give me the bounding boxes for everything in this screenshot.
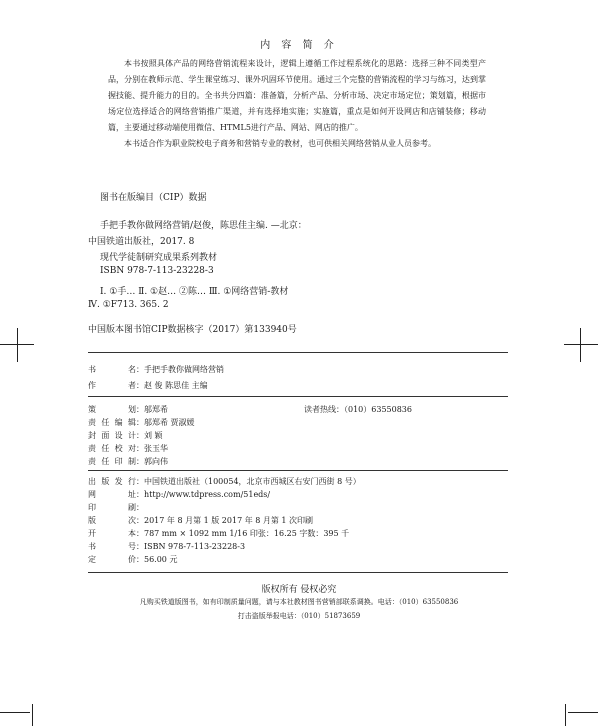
format-value: ：787 mm × 1092 mm 1/16 印张：16.25 字数：395 千 <box>136 529 350 538</box>
printer-row <box>88 502 144 513</box>
cip-line-6: Ⅳ. ①F713. 365. 2 <box>88 300 169 310</box>
planner-value: ：邬郑希 <box>136 405 168 414</box>
isbn-row <box>88 541 245 552</box>
proofreader-row <box>88 443 168 454</box>
publisher-row <box>88 476 361 487</box>
quality-notice: 凡购买铁道版图书，如有印制质量问题，请与本社教材图书营销部联系调换。电话：（010）63550836 <box>139 598 459 606</box>
proofreader-label: 责任校对 <box>88 444 136 453</box>
divider-2 <box>88 396 508 397</box>
cip-line-3: 现代学徒制研究成果系列教材 <box>100 253 218 263</box>
isbn-label: 书 号 <box>88 542 136 551</box>
cip-line-2: 中国铁道出版社，2017. 8 <box>88 237 195 247</box>
copyright-notice: 版权所有 侵权必究 <box>261 585 337 595</box>
crop-mark-right-v <box>580 328 581 362</box>
divider-3 <box>88 470 508 471</box>
planner-row <box>88 404 168 415</box>
summary-paragraph-2: 本书适合作为职业院校电子商务和营销专业的教材，也可供相关网络营销从业人员参考。 <box>124 139 436 148</box>
crop-mark-bottom-left-h <box>0 712 30 713</box>
divider-1 <box>88 352 508 353</box>
reader-hotline <box>304 404 412 415</box>
edition-label: 版 次 <box>88 516 136 525</box>
editor-value: ：邬郑希 贾淑媛 <box>136 418 195 427</box>
publisher-value: ：中国铁道出版社（100054，北京市西城区右安门西街 8 号） <box>136 477 361 486</box>
cip-line-5: Ⅰ. ①手… Ⅱ. ①赵… ②陈… Ⅲ. ①网络营销-教材 <box>100 287 289 297</box>
proofreader-value: ：张玉华 <box>136 444 168 453</box>
book-author-value: ：赵 俊 陈思佳 主编 <box>136 381 208 390</box>
print-supervisor-row <box>88 456 168 467</box>
edition-value: ：2017 年 8 月第 1 版 2017 年 8 月第 1 次印刷 <box>136 516 314 525</box>
crop-mark-bottom-left-v <box>32 704 33 726</box>
planner-label: 策 划 <box>88 405 136 414</box>
summary-body <box>108 56 486 152</box>
cip-line-7: 中国版本图书馆CIP数据核字（2017）第133940号 <box>88 325 297 335</box>
reader-hotline-value: （010）63550836 <box>344 405 412 414</box>
cover-design-value: ：刘 颖 <box>136 431 163 440</box>
book-author-row <box>88 380 208 391</box>
printer-label: 印 刷 <box>88 503 136 512</box>
printer-value: ： <box>136 503 144 512</box>
format-row <box>88 528 349 539</box>
website-label: 网 址 <box>88 490 136 499</box>
crop-mark-bottom-right-h <box>568 712 598 713</box>
cover-design-row <box>88 430 163 441</box>
crop-mark-left-v <box>17 328 18 362</box>
book-title-value: ：手把手教你做网络营销 <box>136 365 224 374</box>
format-label: 开 本 <box>88 529 136 538</box>
summary-paragraph-1: 本书按照具体产品的网络营销流程来设计，逻辑上遵循工作过程系统化的思路：选择三种不同类型产品，分别在教师示范、学生课堂练习、课外巩固环节使用。通过三个完整的营销流程的学习与练习，达到掌握技能、提升能力的目的。全书共分四篇：准备篇，分析产品、分析市场、决定市场定位；策划篇，根据市场定位选择适合的网络营销推广渠道，并有选择地实施；实施篇，重点是如何开设网店和店铺装修；移动篇，主要通过移动端使用微信、HTML5进行产品、网站、网店的推广。 <box>108 59 486 132</box>
price-label: 定 价 <box>88 555 136 564</box>
reader-hotline-label: 读者热线： <box>304 405 344 414</box>
crop-mark-bottom-right-v <box>565 704 566 726</box>
website-row <box>88 489 270 500</box>
book-title-label: 书 名 <box>88 365 136 374</box>
summary-title: 内 容 简 介 <box>260 40 338 51</box>
crop-mark-right-h <box>564 344 598 345</box>
price-row <box>88 554 177 565</box>
anti-piracy-hotline: 打击盗版举报电话：（010）51873659 <box>237 612 361 620</box>
cip-line-4: ISBN 978-7-113-23228-3 <box>100 266 214 276</box>
editor-label: 责任编辑 <box>88 418 136 427</box>
print-supervisor-label: 责任印制 <box>88 457 136 466</box>
print-supervisor-value: ：郭向伟 <box>136 457 168 466</box>
publisher-label: 出版发行 <box>88 477 136 486</box>
website-value: ：http://www.tdpress.com/51eds/ <box>136 490 271 499</box>
isbn-value: ：ISBN 978-7-113-23228-3 <box>136 542 246 551</box>
editor-row <box>88 417 195 428</box>
book-title-row <box>88 364 224 375</box>
price-value: ：56.00 元 <box>136 555 178 564</box>
cip-line-1: 手把手教你做网络营销/赵俊，陈思佳主编. —北京： <box>100 221 307 231</box>
book-author-label: 作 者 <box>88 381 136 390</box>
divider-4 <box>88 572 508 573</box>
cover-design-label: 封面设计 <box>88 431 136 440</box>
cip-heading: 图书在版编目（CIP）数据 <box>100 193 207 203</box>
edition-row <box>88 515 313 526</box>
